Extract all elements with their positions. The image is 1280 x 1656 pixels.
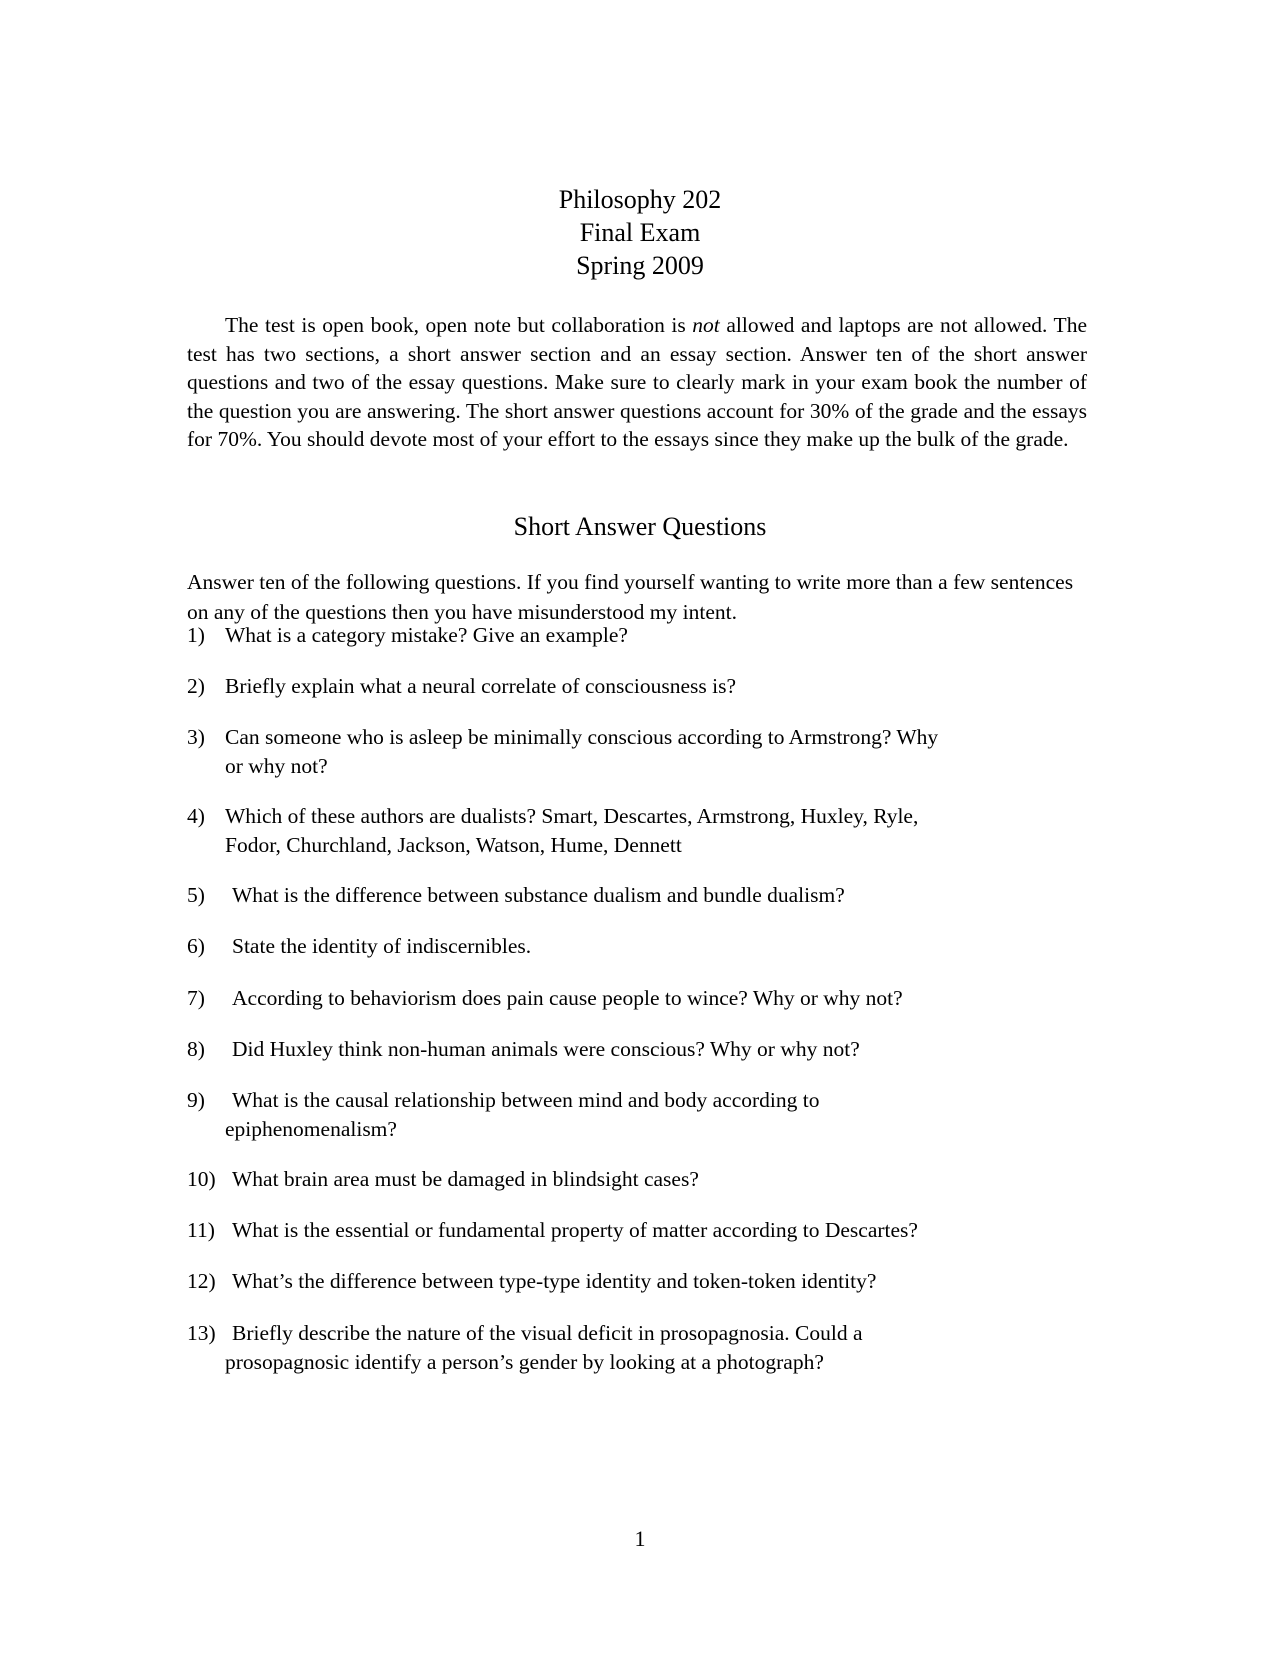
question-text: Briefly explain what a neural correlate of consciousness is? bbox=[225, 674, 737, 698]
question-number: 1) bbox=[187, 623, 205, 647]
question-5 bbox=[187, 881, 1067, 910]
question-number: 10) bbox=[187, 1167, 216, 1191]
question-1 bbox=[187, 621, 1067, 650]
question-text: Did Huxley think non-human animals were conscious? Why or why not? bbox=[232, 1037, 860, 1061]
question-number: 12) bbox=[187, 1269, 216, 1293]
question-number: 8) bbox=[187, 1037, 205, 1061]
question-number: 6) bbox=[187, 934, 205, 958]
question-number: 13) bbox=[187, 1321, 216, 1345]
question-11 bbox=[187, 1216, 1067, 1245]
question-text: According to behaviorism does pain cause people to wince? Why or why not? bbox=[232, 986, 903, 1010]
exam-name: Final Exam bbox=[579, 218, 701, 247]
question-text: What is the difference between substance dualism and bundle dualism? bbox=[232, 883, 845, 907]
intro-paragraph: The test is open book, open note but collaboration is not allowed and laptops are not allowed. The test has two sections, a short answer section and an essay section. Answer ten of the short answer questions and two of the essay questions. Make sure to clearly mark in your exam book the number of the question you are answering. The short answer questions account for 30% of the grade and the essays for 70%. You should devote most of your effort to the essays since they make up the bulk of the grade. bbox=[187, 313, 1087, 452]
question-2 bbox=[187, 672, 1067, 701]
question-number: 3) bbox=[187, 725, 205, 749]
question-text: What is a category mistake? Give an example? bbox=[225, 623, 628, 647]
question-9 bbox=[187, 1086, 1067, 1144]
question-number: 2) bbox=[187, 674, 205, 698]
question-6 bbox=[187, 932, 1067, 961]
question-text: What is the essential or fundamental property of matter according to Descartes? bbox=[232, 1218, 918, 1242]
question-8 bbox=[187, 1035, 1067, 1064]
page-number: 1 bbox=[634, 1526, 646, 1551]
question-text: Can someone who is asleep be minimally conscious according to Armstrong? Why or why not? bbox=[225, 725, 939, 778]
question-10 bbox=[187, 1165, 1067, 1194]
question-7 bbox=[187, 984, 1067, 1013]
question-text: What’s the difference between type-type identity and token-token identity? bbox=[232, 1269, 877, 1293]
question-text: Briefly describe the nature of the visual deficit in prosopagnosia. Could a prosopagnosic identify a person’s gender by looking at a photograph? bbox=[225, 1321, 863, 1374]
question-text: State the identity of indiscernibles. bbox=[232, 934, 532, 958]
question-3 bbox=[187, 723, 1067, 781]
question-number: 11) bbox=[187, 1218, 215, 1242]
question-number: 4) bbox=[187, 804, 205, 828]
question-number: 9) bbox=[187, 1088, 205, 1112]
short-answer-instructions: Answer ten of the following questions. If you find yourself wanting to write more than a few sentences on any of the questions then you have misunderstood my intent. bbox=[187, 570, 1074, 624]
question-number: 7) bbox=[187, 986, 205, 1010]
question-4 bbox=[187, 802, 1067, 860]
question-13 bbox=[187, 1319, 1067, 1377]
question-12 bbox=[187, 1267, 1067, 1296]
question-number: 5) bbox=[187, 883, 205, 907]
course-title: Philosophy 202 bbox=[558, 185, 722, 214]
short-answer-heading: Short Answer Questions bbox=[513, 512, 767, 541]
exam-term: Spring 2009 bbox=[576, 251, 704, 280]
exam-title bbox=[0, 183, 1280, 282]
question-text: What is the causal relationship between mind and body according to epiphenomenalism? bbox=[225, 1088, 820, 1141]
question-text: What brain area must be damaged in blindsight cases? bbox=[232, 1167, 699, 1191]
question-text: Which of these authors are dualists? Smart, Descartes, Armstrong, Huxley, Ryle, Fodor, Churchland, Jackson, Watson, Hume, Dennett bbox=[225, 804, 919, 857]
emphasis-not: not bbox=[692, 313, 720, 337]
